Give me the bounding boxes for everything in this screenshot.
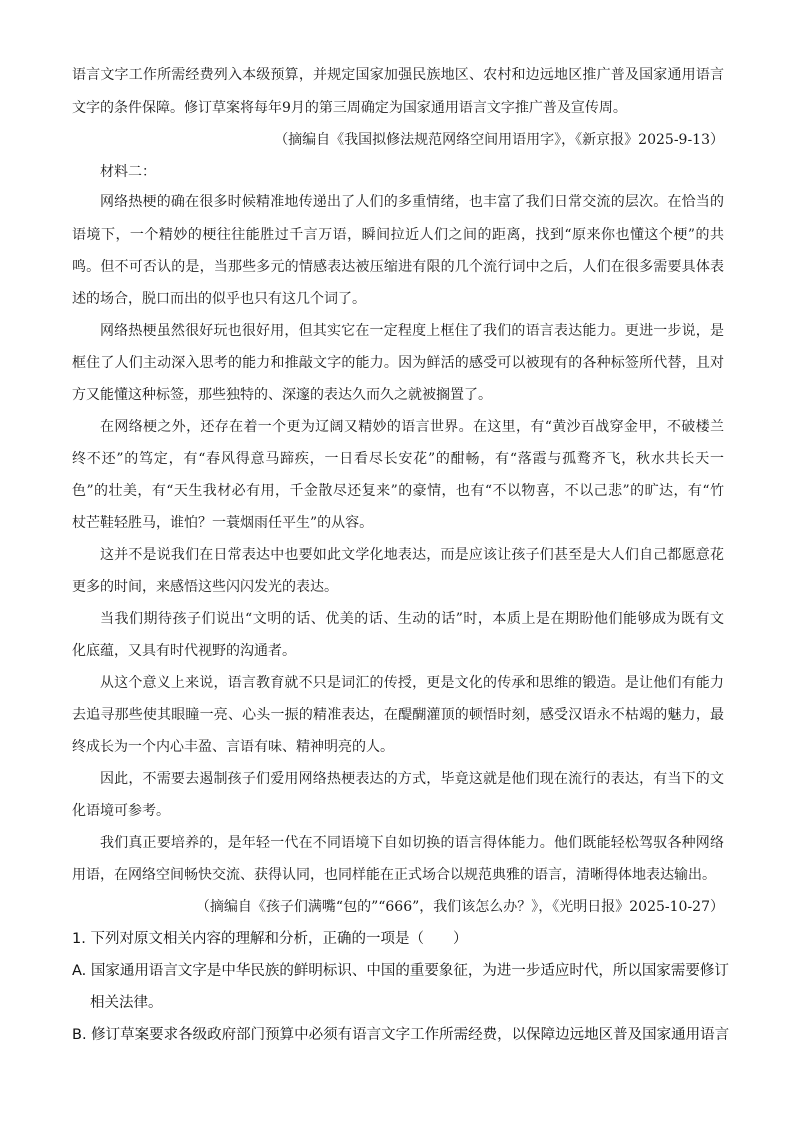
text-line: 化语境可参考。 xyxy=(72,803,170,819)
text-line: 从这个意义上来说，语言教育就不只是词汇的传授，更是文化的传承和思维的锻造。是让他们有能力 xyxy=(100,675,724,691)
text-line: 用语，在网络空间畅快交流、获得认同，也同样能在正式场合以规范典雅的语言，清晰得体地表达输出。 xyxy=(72,867,716,883)
option-a: A. 国家通用语言文字是中华民族的鲜明标识、中国的重要象征，为进一步适应时代，所以国家需要修订 xyxy=(72,963,729,979)
text-line: 终不还”的笃定，有“春风得意马蹄疾，一日看尽长安花”的酣畅，有“落霞与孤鹜齐飞，秋水共长天一 xyxy=(72,451,724,467)
text-line: 色”的壮美，有“天生我材必有用，千金散尽还复来”的豪情，也有“不以物喜，不以己悲”的旷达，有“竹 xyxy=(72,483,724,499)
text-line: 去追寻那些使其眼瞳一亮、心头一振的精准表达，在醍醐灌顶的顿悟时刻，感受汉语永不枯竭的魅力，最 xyxy=(72,707,724,723)
text-line: 在网络梗之外，还存在着一个更为辽阔又精妙的语言世界。在这里，有“黄沙百战穿金甲，不破楼兰 xyxy=(100,419,724,435)
text-line: 语言文字工作所需经费列入本级预算，并规定国家加强民族地区、农村和边远地区推广普及国家通用语言 xyxy=(72,67,724,83)
text-line: 当我们期待孩子们说出“文明的话、优美的话、生动的话”时，本质上是在期盼他们能够成为既有文 xyxy=(100,611,724,627)
option-b: B. 修订草案要求各级政府部门预算中必须有语言文字工作所需经费，以保障边远地区普及国家通用语言 xyxy=(72,1027,730,1043)
question-stem: 1. 下列对原文相关内容的理解和分析，正确的一项是（ ） xyxy=(72,931,468,947)
text-line: 鸣。但不可否认的是，当那些多元的情感表达被压缩进有限的几个流行词中之后，人们在很多需要具体表 xyxy=(72,259,724,275)
text-line: 终成长为一个内心丰盈、言语有味、精神明亮的人。 xyxy=(72,739,394,755)
text-line: 我们真正要培养的，是年轻一代在不同语境下自如切换的语言得体能力。他们既能轻松驾驭各种网络 xyxy=(100,835,724,851)
text-line: 方又能懂这种标签，那些独特的、深邃的表达久而久之就被搁置了。 xyxy=(72,387,492,403)
text-line: 网络热梗虽然很好玩也很好用，但其实它在一定程度上框住了我们的语言表达能力。更进一步说，是 xyxy=(100,323,724,339)
text-line: 网络热梗的确在很多时候精准地传递出了人们的多重情绪，也丰富了我们日常交流的层次。在恰当的 xyxy=(100,194,724,210)
text-line: 因此，不需要去遏制孩子们爱用网络热梗表达的方式，毕竟这就是他们现在流行的表达，有当下的文 xyxy=(100,771,724,787)
text-line: 这并不是说我们在日常表达中也要如此文学化地表达，而是应该让孩子们甚至是大人们自己都愿意花 xyxy=(100,547,724,563)
source-citation: （摘编自《我国拟修法规范网络空间用语用字》，《新京报》2025-9-13） xyxy=(274,132,724,148)
text-line: 述的场合，脱口而出的似乎也只有这几个词了。 xyxy=(72,291,366,307)
text-line: 化底蕴，又具有时代视野的沟通者。 xyxy=(72,643,296,659)
text-line: 语境下，一个精妙的梗往往能胜过千言万语，瞬间拉近人们之间的距离，找到“原来你也懂这个梗”的共 xyxy=(72,227,724,243)
text-line: 更多的时间，来感悟这些闪闪发光的表达。 xyxy=(72,579,338,595)
option-a-continued: 相关法律。 xyxy=(90,995,163,1011)
text-line: 杖芒鞋轻胜马，谁怕？一蓑烟雨任平生”的从容。 xyxy=(72,515,374,531)
section-heading: 材料二： xyxy=(100,164,156,180)
text-line: 文字的条件保障。修订草案将每年9月的第三周确定为国家通用语言文字推广普及宣传周。 xyxy=(72,100,627,116)
source-citation: （摘编自《孩子们满嘴“包的”“666”，我们该怎么办？》，《光明日报》2025-10-27） xyxy=(195,899,724,915)
text-line: 框住了人们主动深入思考的能力和推敲文字的能力。因为鲜活的感受可以被现有的各种标签所代替，且对 xyxy=(72,355,724,371)
